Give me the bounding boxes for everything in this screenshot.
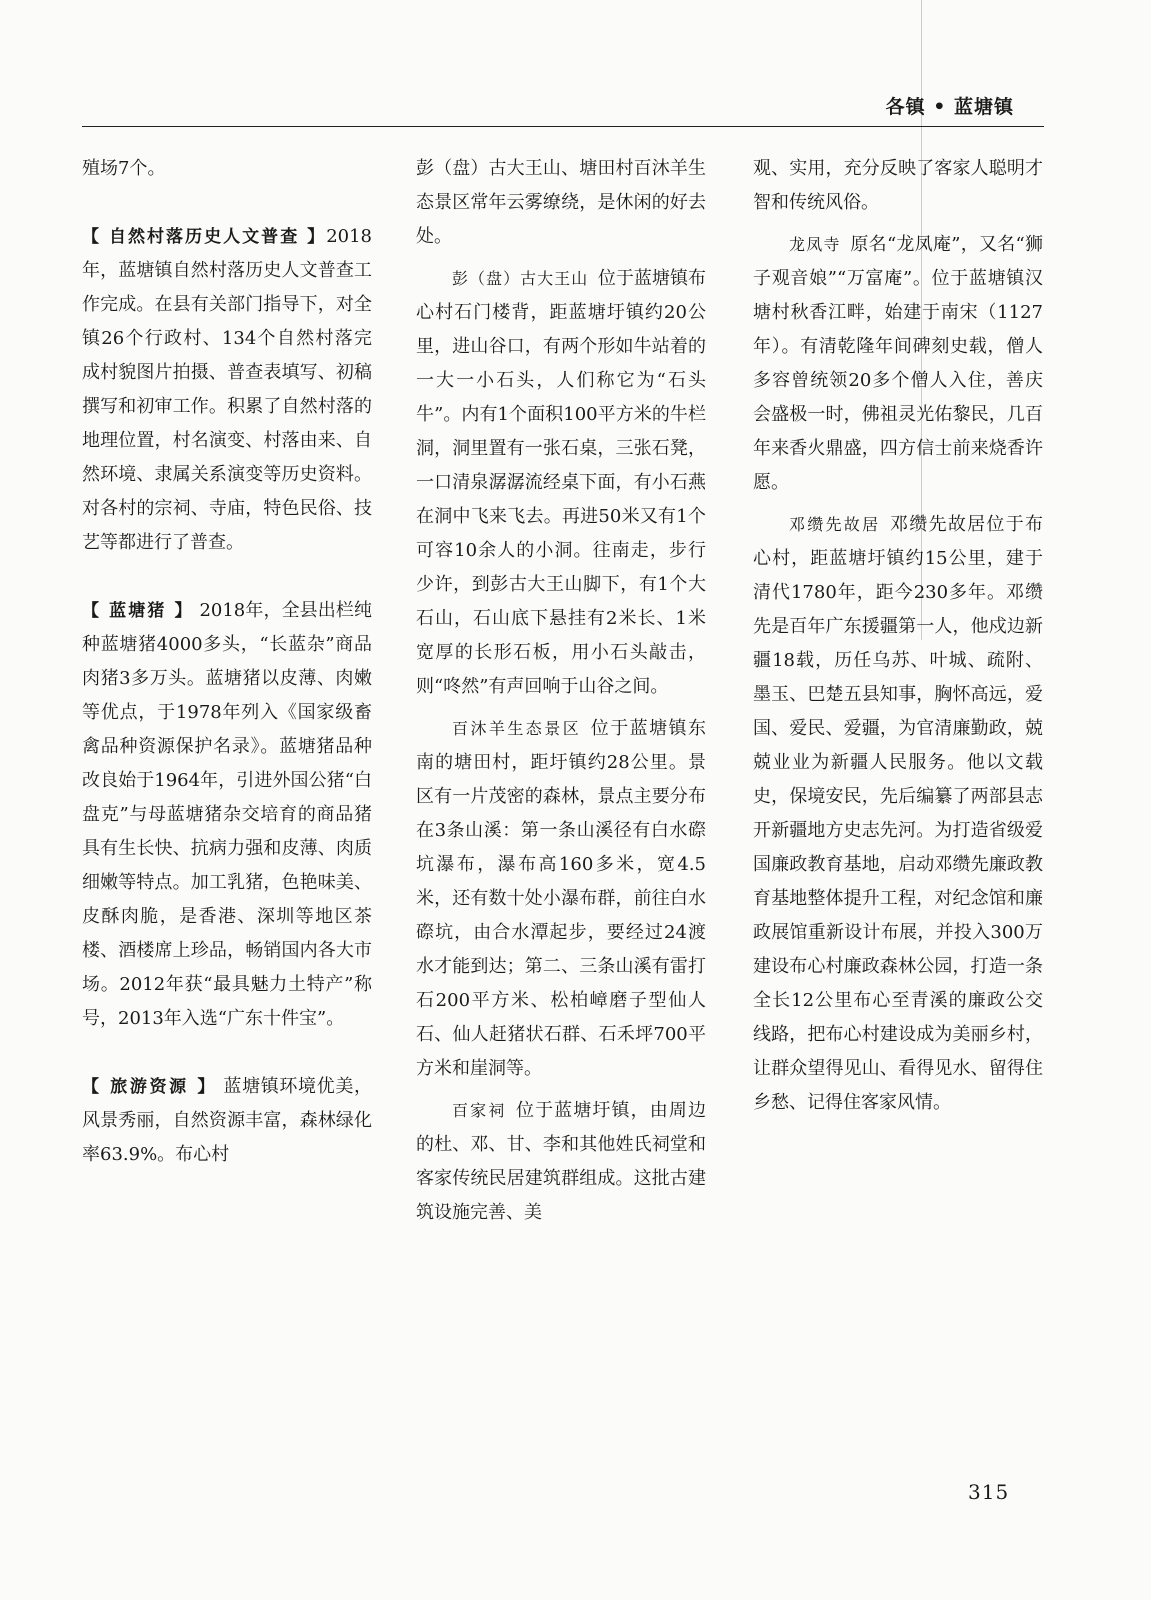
section-heading: 【 自然村落历史人文普查 】 (82, 227, 327, 247)
column-1 (82, 152, 372, 1172)
item-baimuyang-scenic-area (416, 712, 706, 1086)
item-body: 位于蓝塘镇东南的塘田村，距圩镇约28公里。景区有一片茂密的森林，景点主要分布在3条山溪：第一条山溪径有白水磜坑瀑布，瀑布高160多米，宽4.5米，还有数十处小瀑布群，前往白水磜坑，由合水潭起步，要经过24渡水才能到达；第二、三条山溪有雷打石200平方米、松柏嶂磨子型仙人石、仙人赶猪状石群、石禾坪700平方米和崖洞等。 (416, 718, 706, 1079)
running-header-title: 各镇 • 蓝塘镇 (885, 96, 1014, 118)
item-title: 龙凤寺 (789, 235, 841, 254)
column-3 (753, 152, 1043, 1120)
item-deng-zuanxian-residence (753, 508, 1043, 1120)
item-body: 邓缵先故居位于布心村，距蓝塘圩镇约15公里，建于清代1780年，距今230多年。邓缵先是百年广东援疆第一人，他戍边新疆18载，历任乌苏、叶城、疏附、墨玉、巴楚五县知事，胸怀高远，爱国、爱民、爱疆，为官清廉勤政，兢兢业业为新疆人民服务。他以文载史，保境安民，先后编纂了两部县志开新疆地方史志先河。为打造省级爱国廉政教育基地，启动邓缵先廉政教育基地整体提升工程，对纪念馆和廉政展馆重新设计布展，并投入300万建设布心村廉政森林公园，打造一条全长12公里布心至青溪的廉政公交线路，把布心村建设成为美丽乡村，让群众望得见山、看得见水、留得住乡愁、记得住客家风情。 (753, 514, 1043, 1113)
continued-text: 彭（盘）古大王山、塘田村百沐羊生态景区常年云雾缭绕，是休闲的好去处。 (416, 158, 706, 247)
item-body: 原名“龙凤庵”，又名“狮子观音娘”“万富庵”。位于蓝塘镇汉塘村秋香江畔，始建于南宋（1127年）。有清乾隆年间碑刻史载，僧人多容曾统领20多个僧人入住，善庆会盛极一时，佛祖灵光佑黎民，几百年来香火鼎盛，四方信士前来烧香许愿。 (753, 234, 1043, 493)
item-longfeng-temple (753, 228, 1043, 500)
column-2 (416, 152, 706, 1230)
item-title: 彭（盘）古大王山 (452, 269, 589, 288)
section-natural-villages (82, 220, 372, 560)
section-lantang-pig (82, 594, 372, 1036)
item-title: 邓缵先故居 (789, 515, 881, 534)
item-body: 位于蓝塘镇布心村石门楼背，距蓝塘圩镇约20公里，进山谷口，有两个形如牛站着的一大一小石头，人们称它为“石头牛”。内有1个面积100平方米的牛栏洞，洞里置有一张石桌，三张石凳，一口清泉潺潺流经桌下面，有小石燕在洞中飞来飞去。再进50米又有1个可容10余人的小洞。往南走，步行少许，到彭古大王山脚下，有1个大石山，石山底下悬挂有2米长、1米宽厚的长形石板，用小石头敲击，则“咚然”有声回响于山谷之间。 (416, 268, 706, 697)
section-heading: 【 蓝塘猪 】 (82, 601, 194, 621)
section-tourism (82, 1070, 372, 1172)
item-body: 位于蓝塘圩镇，由周边的杜、邓、甘、李和其他姓氏祠堂和客家传统民居建筑群组成。这批古建筑设施完善、美 (416, 1100, 706, 1223)
section-body: 2018年，全县出栏纯种蓝塘猪4000多头，“长蓝杂”商品肉猪3多万头。蓝塘猪以皮薄、肉嫩等优点，于1978年列入《国家级畜禽品种资源保护名录》。蓝塘猪品种改良始于1964年，引进外国公猪“白盘克”与母蓝塘猪杂交培育的商品猪具有生长快、抗病力强和皮薄、肉质细嫩等特点。加工乳猪，色艳味美、皮酥肉脆，是香港、深圳等地区茶楼、酒楼席上珍品，畅销国内各大市场。2012年获“最具魅力土特产”称号，2013年入选“广东十件宝”。 (82, 600, 373, 1029)
section-body: 2018年，蓝塘镇自然村落历史人文普查工作完成。在县有关部门指导下，对全镇26个行政村、134个自然村落完成村貌图片拍摄、普查表填写、初稿撰写和初审工作。积累了自然村落的地理位置，村名演变、村落由来、自然环境、隶属关系演变等历史资料。对各村的宗祠、寺庙，特色民俗、技艺等都进行了普查。 (82, 226, 372, 553)
continued-text: 殖场7个。 (82, 158, 166, 179)
item-baijia-ancestral-hall (416, 1094, 706, 1230)
page-number: 315 (968, 1480, 1010, 1504)
item-title: 百家祠 (452, 1101, 507, 1120)
section-heading: 【 旅游资源 】 (82, 1077, 218, 1097)
continued-text: 观、实用，充分反映了客家人聪明才智和传统风俗。 (753, 158, 1043, 213)
section-body: 蓝塘镇环境优美，风景秀丽，自然资源丰富，森林绿化率63.9%。布心村 (82, 1076, 372, 1165)
item-pangu-mountain (416, 262, 706, 704)
page-header (82, 86, 1044, 127)
item-title: 百沐羊生态景区 (452, 719, 582, 738)
